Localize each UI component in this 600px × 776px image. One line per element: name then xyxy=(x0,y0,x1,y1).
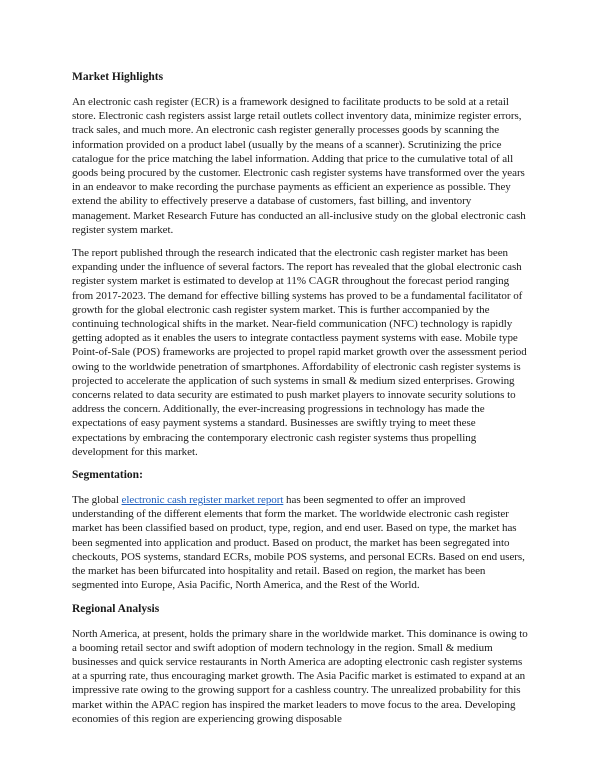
paragraph-regional-analysis: North America, at present, holds the primary share in the worldwide market. This dominance is owing to a booming retail sector and swift adoption of modern technology in the region. Small & medium businesses and quick service restaurants in North America are adopting electronic cash register systems at a spurring rate, thus encouraging market growth. The Asia Pacific market is estimated to expand at an impressive rate owing to the growing support for a cashless country. The unrealized probability for this market within the APAC region has inspired the market leaders to move focus to the area. Developing economies of this region are experiencing growing disposable xyxy=(72,627,528,725)
section-heading-regional-analysis: Regional Analysis xyxy=(72,602,160,615)
paragraph-segmentation xyxy=(72,493,528,592)
paragraph-market-growth: The report published through the research indicated that the electronic cash register market has been expanding under the influence of several factors. The report has revealed that the global electronic cash register system market is estimated to develop at 11% CAGR throughout the forecast period ranging from 2017-2023. The demand for effective billing systems has proved to be a fundamental facilitator of growth for the global electronic cash register system market. This is further accompanied by the continuing technological shifts in the market. Near-field communication (NFC) technology is rapidly getting adopted as it enables the users to integrate contactless payment systems with ease. Mobile type Point-of-Sale (POS) frameworks are projected to propel rapid market growth over the assessment period owing to the worldwide penetration of smartphones. Affordability of electronic cash register systems is projected to accelerate the application of such systems in small & medium sized enterprises. Growing concerns related to data security are estimated to push market players to innovate security solutions to address the concern. Additionally, the ever-increasing progressions in technology has made the expectations of easy payment systems a standard. Businesses are swiftly trying to meet these expectations by embracing the contemporary electronic cash register systems thus propelling development for this market. xyxy=(72,247,527,458)
market-report-link[interactable]: electronic cash register market report xyxy=(121,494,284,507)
segmentation-text-prefix: The global xyxy=(72,494,122,507)
segmentation-text-suffix: has been segmented to offer an improved understanding of the different elements that form the market. The worldwide electronic cash register market has been classified based on product, type, region, and end user. Based on type, the market has been segmented into application and product. Based on product, the market has been segregated into checkouts, POS systems, standard ECRs, mobile POS systems, and personal ECRs. Based on end users, the market has been bifurcated into hospitality and retail. Based on region, the market has been segmented into Europe, Asia Pacific, North America, and the Rest of the World. xyxy=(72,494,525,592)
paragraph-ecr-definition: An electronic cash register (ECR) is a framework designed to facilitate products to be sold at a retail store. Electronic cash registers assist large retail outlets collect inventory data, minimize register errors, track sales, and much more. An electronic cash register generally processes goods by scanning the information provided on a product label (usually by the means of a scanner). Scrutinizing the price catalogue for the price matching the label information. Adding that price to the cumulative total of all goods being procured by the customer. Electronic cash register systems have transformed over the years in an endeavor to make recording the purchase payments as efficient an experience as possible. They extend the ability to effectively preserve a database of customers, fast billing, and inventory management. Market Research Future has conducted an all-inclusive study on the global electronic cash register system market. xyxy=(72,96,526,236)
section-heading-market-highlights: Market Highlights xyxy=(72,71,164,83)
section-heading-segmentation: Segmentation: xyxy=(72,469,143,482)
